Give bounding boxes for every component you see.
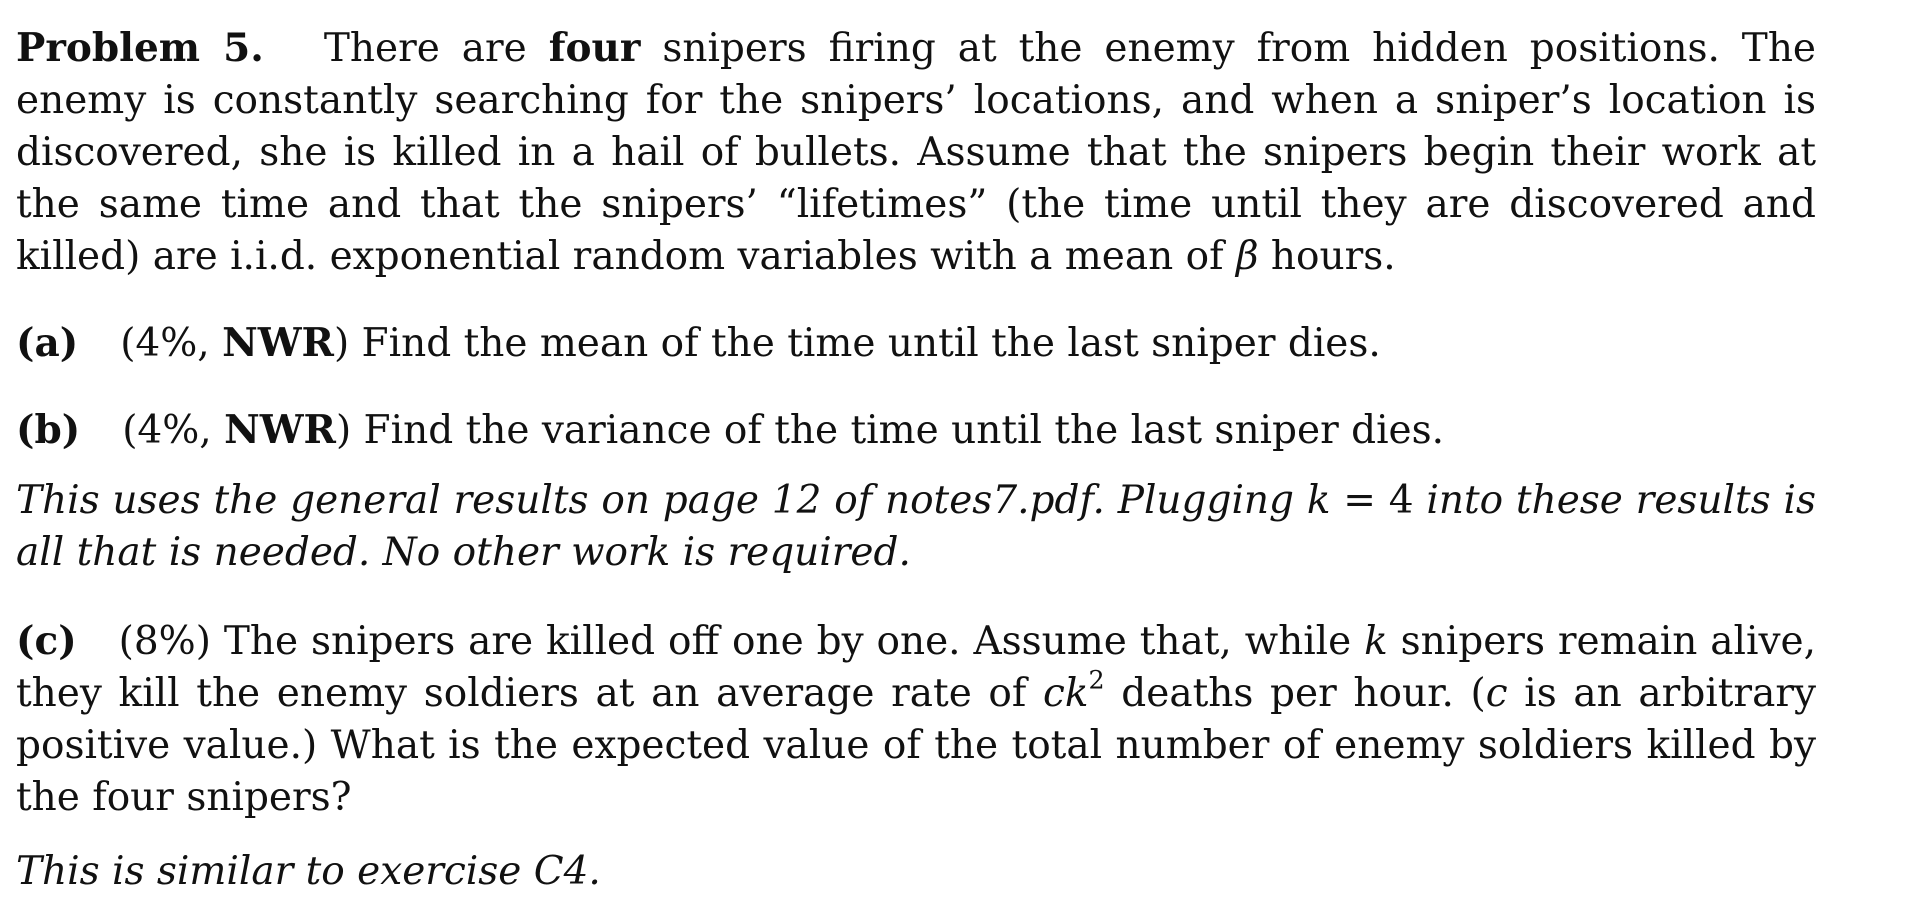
- part-b-text: ) Find the variance of the time until the last sniper dies.: [335, 408, 1445, 453]
- note-ab-text-1: This uses the general results on page 12 of notes7.pdf. Plugging: [16, 478, 1307, 523]
- part-a-nwr: NWR: [222, 320, 334, 366]
- part-b: [16, 404, 1816, 457]
- part-c: [16, 615, 1816, 824]
- part-a-text: ) Find the mean of the time until the last sniper dies.: [333, 321, 1381, 366]
- part-c-text-4: is an arbitrary positive value.) What is the expected value of the total number of enemy soldiers killed by the four snipers?: [16, 671, 1817, 820]
- document-page: [16, 22, 1816, 898]
- part-b-nwr: NWR: [224, 407, 336, 453]
- problem-text-1: There are: [323, 26, 549, 71]
- part-c-c: c: [1485, 671, 1508, 716]
- note-part-c: This is similar to exercise C4.: [16, 849, 601, 894]
- problem-bold-word: four: [548, 25, 641, 71]
- problem-label: Problem 5.: [16, 25, 264, 71]
- problem-text-3: hours.: [1258, 234, 1396, 279]
- part-a: [16, 317, 1816, 370]
- beta-symbol: β: [1235, 234, 1259, 279]
- part-c-label: (c): [16, 618, 77, 664]
- part-c-ck: ck: [1043, 671, 1089, 716]
- part-b-prefix: (4%,: [122, 408, 225, 453]
- part-b-label: (b): [16, 407, 81, 453]
- part-c-text-3: deaths per hour. (: [1104, 671, 1486, 716]
- part-c-text-1: (8%) The snipers are killed off one by one. Assume that, while: [118, 619, 1365, 664]
- part-c-exponent: 2: [1088, 664, 1105, 695]
- problem-text-2: snipers firing at the enemy from hidden positions. The enemy is constantly searching for the snipers’ locations, and when a sniper’s location is discovered, she is killed in a hail of bullets. Assume that the snipers begin their work at the same time and that the snipers’ “lifetimes” (the time until they are discovered and killed) are i.i.d. exponential random variables with a mean of: [16, 26, 1817, 279]
- note-ab-equals: = 4: [1330, 478, 1414, 523]
- part-a-prefix: (4%,: [120, 321, 223, 366]
- part-c-k: k: [1364, 619, 1388, 664]
- note-parts-ab: [16, 475, 1816, 579]
- note-ab-text-2: into these results is all that is needed. No other work is required.: [16, 478, 1816, 575]
- note-ab-k: k: [1306, 478, 1331, 523]
- part-c-text-2: snipers remain alive, they kill the enemy soldiers at an average rate of: [16, 619, 1816, 716]
- part-a-label: (a): [16, 320, 79, 366]
- problem-statement: [16, 22, 1816, 283]
